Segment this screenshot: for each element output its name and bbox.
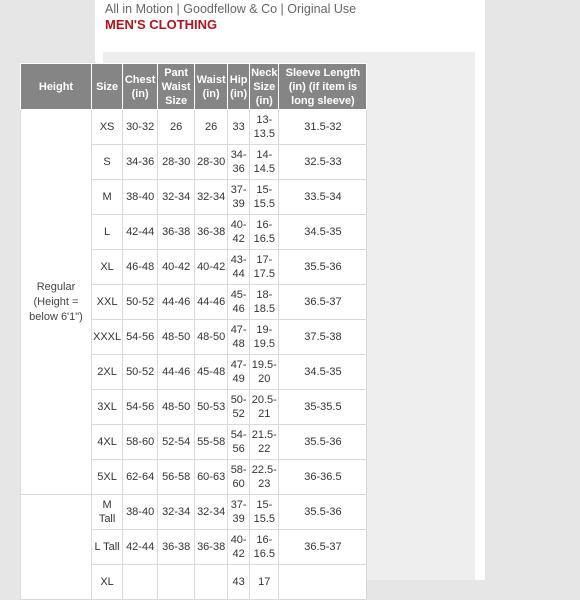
- table-body: [21, 110, 367, 600]
- cell-hip: 37-39: [228, 495, 250, 530]
- cell-chest: 30-32: [123, 110, 158, 145]
- cell-sleeve: 36.5-37: [279, 285, 367, 320]
- cell-waist: 36-38: [195, 215, 228, 250]
- cell-waist: 32-34: [195, 495, 228, 530]
- cell-hip: 37-39: [228, 180, 250, 215]
- cell-neck: 16-16.5: [250, 215, 279, 250]
- table-row: [21, 110, 367, 145]
- cell-hip: 47-48: [228, 320, 250, 355]
- cell-pant-waist: 52-54: [158, 425, 195, 460]
- chart-title: MEN'S CLOTHING: [105, 17, 218, 32]
- cell-sleeve: 31.5-32: [279, 110, 367, 145]
- cell-pant-waist: 32-34: [158, 180, 195, 215]
- cell-sleeve: 34.5-35: [279, 355, 367, 390]
- cell-hip: 43-44: [228, 250, 250, 285]
- cell-size: S: [92, 145, 123, 180]
- cell-sleeve: 36-36.5: [279, 460, 367, 495]
- cell-hip: 33: [228, 110, 250, 145]
- cell-sleeve: 35.5-36: [279, 250, 367, 285]
- table-header-row: [21, 64, 367, 110]
- col-waist: Waist (in): [195, 64, 228, 110]
- cell-neck: 15-15.5: [250, 495, 279, 530]
- cell-size: XXXL: [92, 320, 123, 355]
- cell-hip: 43: [228, 565, 250, 600]
- cell-sleeve: 35.5-36: [279, 495, 367, 530]
- cell-chest: 38-40: [123, 180, 158, 215]
- cell-size: M Tall: [92, 495, 123, 530]
- cell-pant-waist: 44-46: [158, 355, 195, 390]
- col-neck: Neck Size (in): [250, 64, 279, 110]
- cell-sleeve: 37.5-38: [279, 320, 367, 355]
- cell-pant-waist: 32-34: [158, 495, 195, 530]
- cell-neck: 16-16.5: [250, 530, 279, 565]
- cell-chest: 34-36: [123, 145, 158, 180]
- cell-neck: 13-13.5: [250, 110, 279, 145]
- cell-pant-waist: 28-30: [158, 145, 195, 180]
- cell-chest: 42-44: [123, 215, 158, 250]
- cell-waist: 32-34: [195, 180, 228, 215]
- cell-size: XL: [92, 250, 123, 285]
- cell-pant-waist: 44-46: [158, 285, 195, 320]
- cell-sleeve: 34.5-35: [279, 215, 367, 250]
- cell-sleeve: 36.5-37: [279, 530, 367, 565]
- cell-waist: 44-46: [195, 285, 228, 320]
- cell-neck: 17: [250, 565, 279, 600]
- cell-pant-waist: 48-50: [158, 320, 195, 355]
- cell-hip: 34-36: [228, 145, 250, 180]
- cell-neck: 14-14.5: [250, 145, 279, 180]
- col-height: Height: [21, 64, 92, 110]
- cell-sleeve: [279, 565, 367, 600]
- cell-chest: 58-60: [123, 425, 158, 460]
- cell-chest: 54-56: [123, 390, 158, 425]
- cell-size: M: [92, 180, 123, 215]
- cell-waist: 40-42: [195, 250, 228, 285]
- cell-hip: 40-42: [228, 215, 250, 250]
- brand-list: All in Motion | Goodfellow & Co | Original Use: [105, 2, 357, 16]
- cell-neck: 18-18.5: [250, 285, 279, 320]
- cell-chest: 42-44: [123, 530, 158, 565]
- cell-waist: 45-48: [195, 355, 228, 390]
- cell-waist: 36-38: [195, 530, 228, 565]
- cell-pant-waist: 36-38: [158, 530, 195, 565]
- cell-sleeve: 32.5-33: [279, 145, 367, 180]
- cell-chest: 62-64: [123, 460, 158, 495]
- col-pant-waist: Pant Waist Size: [158, 64, 195, 110]
- cell-waist: 26: [195, 110, 228, 145]
- cell-waist: 50-53: [195, 390, 228, 425]
- cell-waist: 60-63: [195, 460, 228, 495]
- cell-height-group: Regular (Height = below 6'1"): [21, 110, 92, 495]
- cell-neck: 15-15.5: [250, 180, 279, 215]
- cell-pant-waist: 26: [158, 110, 195, 145]
- cell-size: L Tall: [92, 530, 123, 565]
- cell-pant-waist: 48-50: [158, 390, 195, 425]
- cell-size: XL: [92, 565, 123, 600]
- cell-neck: 22.5-23: [250, 460, 279, 495]
- size-table: [20, 63, 367, 600]
- col-chest: Chest (in): [123, 64, 158, 110]
- cell-neck: 17-17.5: [250, 250, 279, 285]
- cell-chest: 54-56: [123, 320, 158, 355]
- cell-height-group: [21, 495, 92, 600]
- cell-waist: 48-50: [195, 320, 228, 355]
- cell-chest: 50-52: [123, 285, 158, 320]
- col-hip: Hip (in): [228, 64, 250, 110]
- cell-waist: [195, 565, 228, 600]
- cell-neck: 19.5-20: [250, 355, 279, 390]
- cell-sleeve: 33.5-34: [279, 180, 367, 215]
- cell-chest: 50-52: [123, 355, 158, 390]
- cell-hip: 45-46: [228, 285, 250, 320]
- cell-size: 3XL: [92, 390, 123, 425]
- cell-neck: 20.5-21: [250, 390, 279, 425]
- cell-hip: 58-60: [228, 460, 250, 495]
- cell-size: 4XL: [92, 425, 123, 460]
- cell-hip: 40-42: [228, 530, 250, 565]
- cell-size: 2XL: [92, 355, 123, 390]
- cell-chest: [123, 565, 158, 600]
- col-size: Size: [92, 64, 123, 110]
- cell-size: L: [92, 215, 123, 250]
- cell-neck: 21.5-22: [250, 425, 279, 460]
- cell-neck: 19-19.5: [250, 320, 279, 355]
- cell-size: XS: [92, 110, 123, 145]
- cell-hip: 50-52: [228, 390, 250, 425]
- cell-pant-waist: [158, 565, 195, 600]
- table-row: [21, 495, 367, 530]
- col-sleeve: Sleeve Length (in) (if item is long sleeve): [279, 64, 367, 110]
- cell-pant-waist: 36-38: [158, 215, 195, 250]
- cell-chest: 38-40: [123, 495, 158, 530]
- cell-sleeve: 35-35.5: [279, 390, 367, 425]
- cell-chest: 46-48: [123, 250, 158, 285]
- cell-size: 5XL: [92, 460, 123, 495]
- cell-sleeve: 35.5-36: [279, 425, 367, 460]
- cell-pant-waist: 40-42: [158, 250, 195, 285]
- cell-waist: 28-30: [195, 145, 228, 180]
- cell-pant-waist: 56-58: [158, 460, 195, 495]
- cell-size: XXL: [92, 285, 123, 320]
- cell-waist: 55-58: [195, 425, 228, 460]
- cell-hip: 54-56: [228, 425, 250, 460]
- cell-hip: 47-49: [228, 355, 250, 390]
